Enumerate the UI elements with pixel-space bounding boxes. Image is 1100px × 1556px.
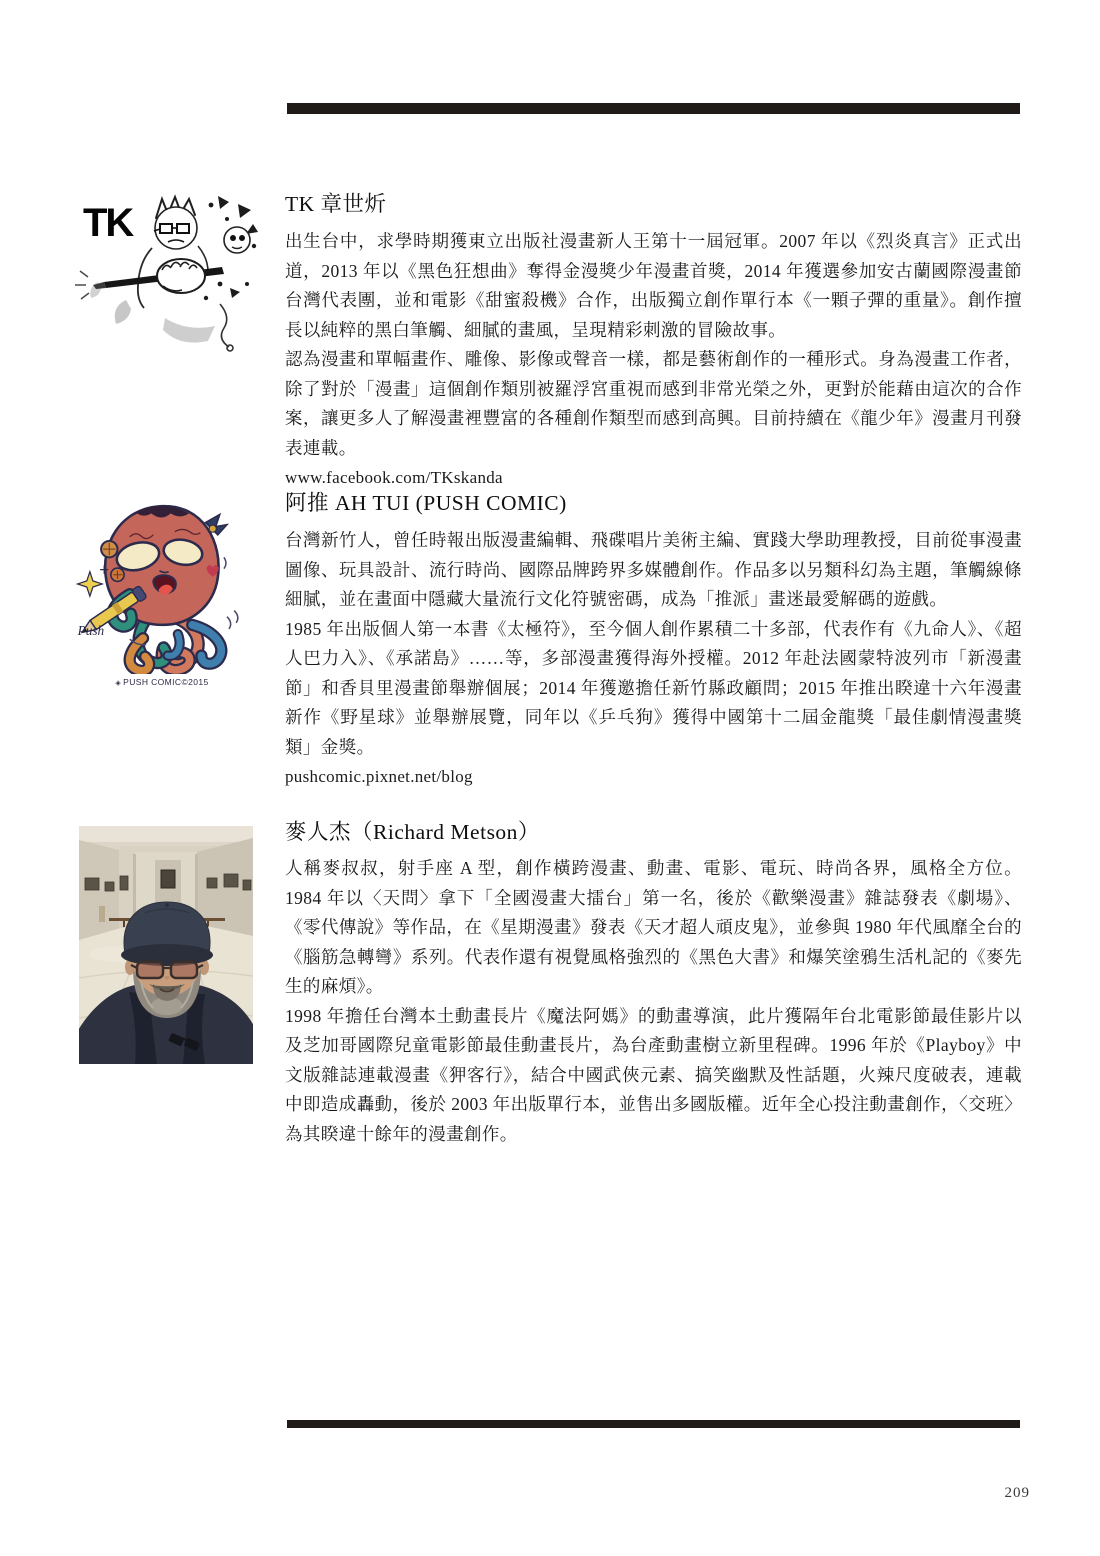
top-rule: [287, 103, 1020, 114]
section-title-ah-tui: 阿推 AH TUI (PUSH COMIC): [285, 491, 567, 515]
section-title-richard-metson: 麥人杰（Richard Metson）: [285, 820, 540, 844]
bio-paragraph: 認為漫畫和單幅畫作、雕像、影像或聲音一樣，都是藝術創作的一種形式。身為漫畫工作者，除了對於「漫畫」這個創作類別被羅浮宮重視而感到非常光榮之外，更對於能藉由這次的合作案，讓更多人了解漫畫裡豐富的各種創作類型而感到高興。目前持續在《龍少年》漫畫月刊發表連載。: [285, 349, 1022, 458]
push-caption-text: PUSH COMIC©2015: [123, 677, 209, 687]
bio-paragraph: 1985 年出版個人第一本書《太極符》，至今個人創作累積二十多部，代表作有《九命人》、《超人巴力入》、《承諾島》……等，多部漫畫獲得海外授權。2012 年赴法國蒙特波列市「新漫畫節」和香貝里漫畫節舉辦個展；2014 年獲邀擔任新竹縣政顧問；2015 年推出睽違十六年漫畫新作《野星球》並舉辦展覽，同年以《乒乓狗》獲得中國第十二屆金龍獎「最佳劇情漫畫獎類」金獎。: [285, 618, 1022, 757]
tk-illustration-svg: [70, 188, 260, 354]
bio-ah-tui: [285, 526, 1022, 792]
section-title-tk: TK 章世炘: [285, 192, 387, 216]
bottom-rule: [287, 1420, 1020, 1428]
richard-metson-photo: [79, 826, 253, 1064]
richard-metson-photo-svg: [79, 826, 253, 1064]
push-comic-illustration: [72, 498, 252, 694]
bio-paragraph: 出生台中，求學時期獲東立出版社漫畫新人王第十一屆冠軍。2007 年以《烈炎真言》正式出道，2013 年以《黑色狂想曲》奪得金漫獎少年漫畫首獎，2014 年獲選參加安古蘭國際漫畫節台灣代表團，並和電影《甜蜜殺機》合作，出版獨立創作單行本《一顆子彈的重量》。創作擅長以純粹的黑白筆觸、細膩的畫風，呈現精彩刺激的冒險故事。: [285, 231, 1022, 340]
push-signature-text: Push: [77, 623, 105, 639]
push-comic-caption: [72, 677, 252, 687]
bio-paragraph: 人稱麥叔叔，射手座 A 型，創作橫跨漫畫、動畫、電影、電玩、時尚各界，風格全方位。1984 年以〈天問〉拿下「全國漫畫大擂台」第一名，後於《歡樂漫畫》雜誌發表《劇場》、《零代傳說》等作品，在《星期漫畫》發表《天才超人頑皮鬼》，並參與 1980 年代風靡全台的《腦筋急轉彎》系列。代表作還有視覺風格強烈的《黑色大書》和爆笑塗鴉生活札記的《麥先生的麻煩》。: [285, 858, 1022, 996]
bio-richard-metson: [285, 854, 1022, 1149]
blog-url: pushcomic.pixnet.net/blog: [285, 767, 473, 786]
push-comic-svg: [72, 498, 252, 674]
page-number: 209: [1004, 1485, 1030, 1501]
bio-paragraph: 台灣新竹人，曾任時報出版漫畫編輯、飛碟唱片美術主編、實踐大學助理教授，目前從事漫畫圖像、玩具設計、流行時尚、國際品牌跨界多媒體創作。作品多以另類科幻為主題，筆觸線條細膩，並在畫面中隱藏大量流行文化符號密碼，成為「推派」畫迷最愛解碼的遊戲。: [285, 530, 1022, 609]
bio-paragraph: 1998 年擔任台灣本土動畫長片《魔法阿媽》的動畫導演，此片獲隔年台北電影節最佳影片以及芝加哥國際兒童電影節最佳動畫長片，為台產動畫樹立新里程碑。1996 年於《Playboy》中文版雜誌連載漫畫《狎客行》，結合中國武俠元素、搞笑幽默及性話題，火辣尺度破表，連載中即造成轟動，後於 2003 年出版單行本，並售出多國版權。近年全心投注動畫創作，〈交班〉為其睽違十餘年的漫畫創作。: [285, 1005, 1022, 1144]
push-stamp-icon: ◈: [115, 680, 122, 687]
tk-logo-text: TK: [83, 201, 133, 245]
bio-tk: [285, 227, 1022, 493]
tk-illustration: [70, 188, 260, 354]
facebook-url: www.facebook.com/TKskanda: [285, 468, 503, 487]
